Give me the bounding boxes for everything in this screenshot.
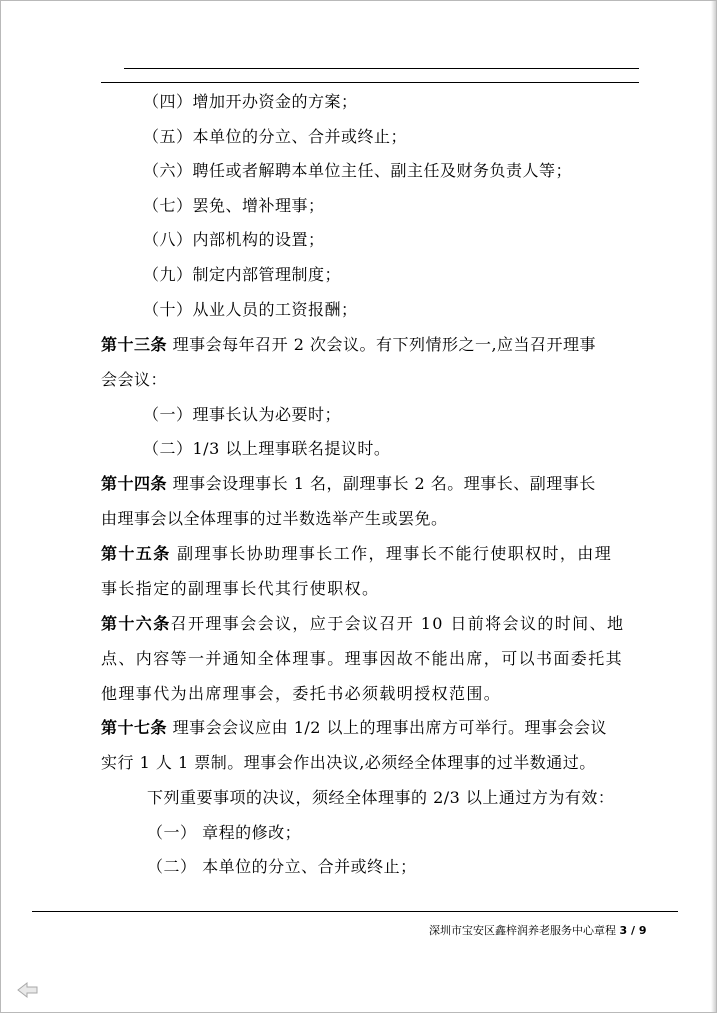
list-item: （十）从业人员的工资报酬； [143,300,358,319]
footer-page-number: 3 / 9 [619,924,647,937]
article-16-label: 第十六条 [101,614,171,633]
list-item: （二） 本单位的分立、合并或终止； [147,857,417,876]
article-13 [101,335,596,355]
article-17-label: 第十七条 [101,718,168,737]
header-rule-bottom [101,82,639,83]
header-rule-top [124,68,639,69]
article-16-text: 召开理事会会议，应于会议召开 10 日前将会议的时间、地 [170,614,625,633]
article-15-cont: 事长指定的副理事长代其行使职权。 [101,579,380,598]
article-13-cont: 会会议： [101,370,168,389]
left-arrow-icon[interactable] [17,981,39,999]
list-item: （二）1/3 以上理事联名提议时。 [143,439,391,458]
list-item: （四）增加开办资金的方案； [143,92,358,111]
list-item: （六）聘任或者解聘本单位主任、副主任及财务负责人等； [143,161,573,180]
article-14-text: 理事会设理事长 1 名，副理事长 2 名。理事长、副理事长 [167,474,596,493]
list-item: （一）理事长认为必要时； [143,405,342,424]
article-14 [101,474,596,494]
article-15-label: 第十五条 [101,544,171,563]
list-item: （一） 章程的修改； [147,823,302,842]
article-17-text: 理事会会议应由 1/2 以上的理事出席方可举行。理事会会议 [167,718,608,737]
article-17-para: 下列重要事项的决议，须经全体理事的 2/3 以上通过方为有效： [147,788,615,807]
footer-title [429,922,646,938]
article-13-label: 第十三条 [101,335,168,354]
article-13-text: 理事会每年召开 2 次会议。有下列情形之一,应当召开理事 [167,335,597,354]
article-17 [101,718,607,738]
list-item: （八）内部机构的设置； [143,230,325,249]
article-16-cont: 点、内容等一并通知全体理事。理事因故不能出席，可以书面委托其 [101,649,624,668]
list-item: （七）罢免、增补理事； [143,196,325,215]
list-item: （五）本单位的分立、合并或终止； [143,127,408,146]
article-15 [101,544,612,564]
footer-doc-title: 深圳市宝安区鑫梓润养老服务中心章程 [429,924,616,937]
footer-rule [32,911,678,912]
article-17-cont: 实行 1 人 1 票制。理事会作出决议,必须经全体理事的过半数通过。 [101,753,596,772]
article-16 [101,614,624,634]
article-14-label: 第十四条 [101,474,168,493]
article-16-cont: 他理事代为出席理事会，委托书必须载明授权范围。 [101,684,502,703]
list-item: （九）制定内部管理制度； [143,265,342,284]
article-15-text: 副理事长协助理事长工作，理事长不能行使职权时，由理 [170,544,613,563]
article-14-cont: 由理事会以全体理事的过半数选举产生或罢免。 [101,509,448,528]
